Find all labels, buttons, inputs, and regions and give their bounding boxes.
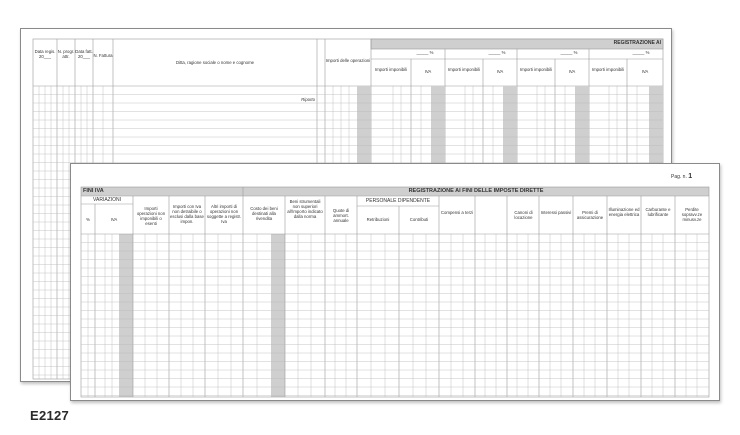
col-compensi-terzi: Compensi a terzi: [440, 210, 474, 215]
iva-label: IVA: [641, 69, 649, 74]
percent-label: _____ %: [416, 50, 434, 55]
col-retribuzioni: Retribuzioni: [366, 217, 390, 222]
page-indicator: Pag. n. 1: [671, 173, 693, 180]
percent-label: _____ %: [632, 50, 650, 55]
iva-label: IVA: [496, 69, 504, 74]
col-importi-non-imponibili: Importi operazioni non imponibili o esenti: [136, 206, 166, 226]
col-canoni-locazione: Canoni di locazione: [514, 210, 533, 220]
importi-imponibili-label: Importi imponibili: [374, 67, 408, 72]
col-data-registrazione: Data regis. 20___: [34, 49, 56, 59]
col-perdite: Perdite sopravv.ze minusv.ze: [681, 207, 703, 222]
col-numero-fattura: N. Fattura: [93, 53, 113, 58]
iva-label: IVA: [424, 69, 432, 74]
col-numero-progressivo: N. progr. attr.: [57, 49, 75, 59]
registrazione-dirette-header: REGISTRAZIONE AI FINI DELLE IMPOSTE DIRETTE: [408, 188, 544, 194]
col-premi-assicurazione: Premi di assicurazione: [576, 210, 604, 220]
registrazione-header: REGISTRAZIONE AI: [613, 40, 661, 46]
importi-imponibili-label: Importi imponibili: [447, 67, 481, 72]
front-ledger-sheet: [70, 163, 720, 401]
col-quote-ammortamento: Quote di ammort. annuale: [332, 208, 350, 223]
col-contributi: Contributi: [409, 217, 429, 222]
product-code: E2127: [30, 408, 70, 423]
col-beni-strumentali: Beni strumentali non superiori all'importo indicato dalla norma: [287, 199, 323, 219]
col-percent: %: [86, 217, 90, 222]
col-costo-beni: Costo dei beni destinati alla rivendita: [250, 206, 278, 221]
importi-imponibili-label: Importi imponibili: [591, 67, 625, 72]
fini-iva-header: FINI IVA: [83, 188, 104, 194]
col-iva: IVA: [110, 217, 118, 222]
iva-label: IVA: [568, 69, 576, 74]
riporto-label: Riporto: [301, 97, 315, 102]
percent-label: _____ %: [488, 50, 506, 55]
percent-label: _____ %: [560, 50, 578, 55]
col-altri-importi: Altri importi di operazioni non soggette a registr. Iva: [206, 204, 242, 224]
personale-dipendente-header: PERSONALE DIPENDENTE: [365, 198, 431, 204]
col-carburante: Carburante e lubrificante: [645, 207, 671, 217]
col-data-fattura: Data fatt. 20___: [75, 49, 93, 59]
col-ditta: Ditta, ragione sociale o nome e cognome: [175, 60, 255, 65]
importi-imponibili-label: Importi imponibili: [519, 67, 553, 72]
variazioni-header: VARIAZIONI: [93, 197, 121, 203]
col-interessi-passivi: Interessi passivi: [540, 210, 572, 215]
col-importi-operazioni: Importi delle operazioni: [325, 58, 371, 63]
col-iva-non-detraibile: Importi con Iva non detraibile o esclusi dalla base impon.: [170, 204, 204, 224]
col-illuminazione: Illuminazione ed energia elettrica: [608, 207, 640, 217]
